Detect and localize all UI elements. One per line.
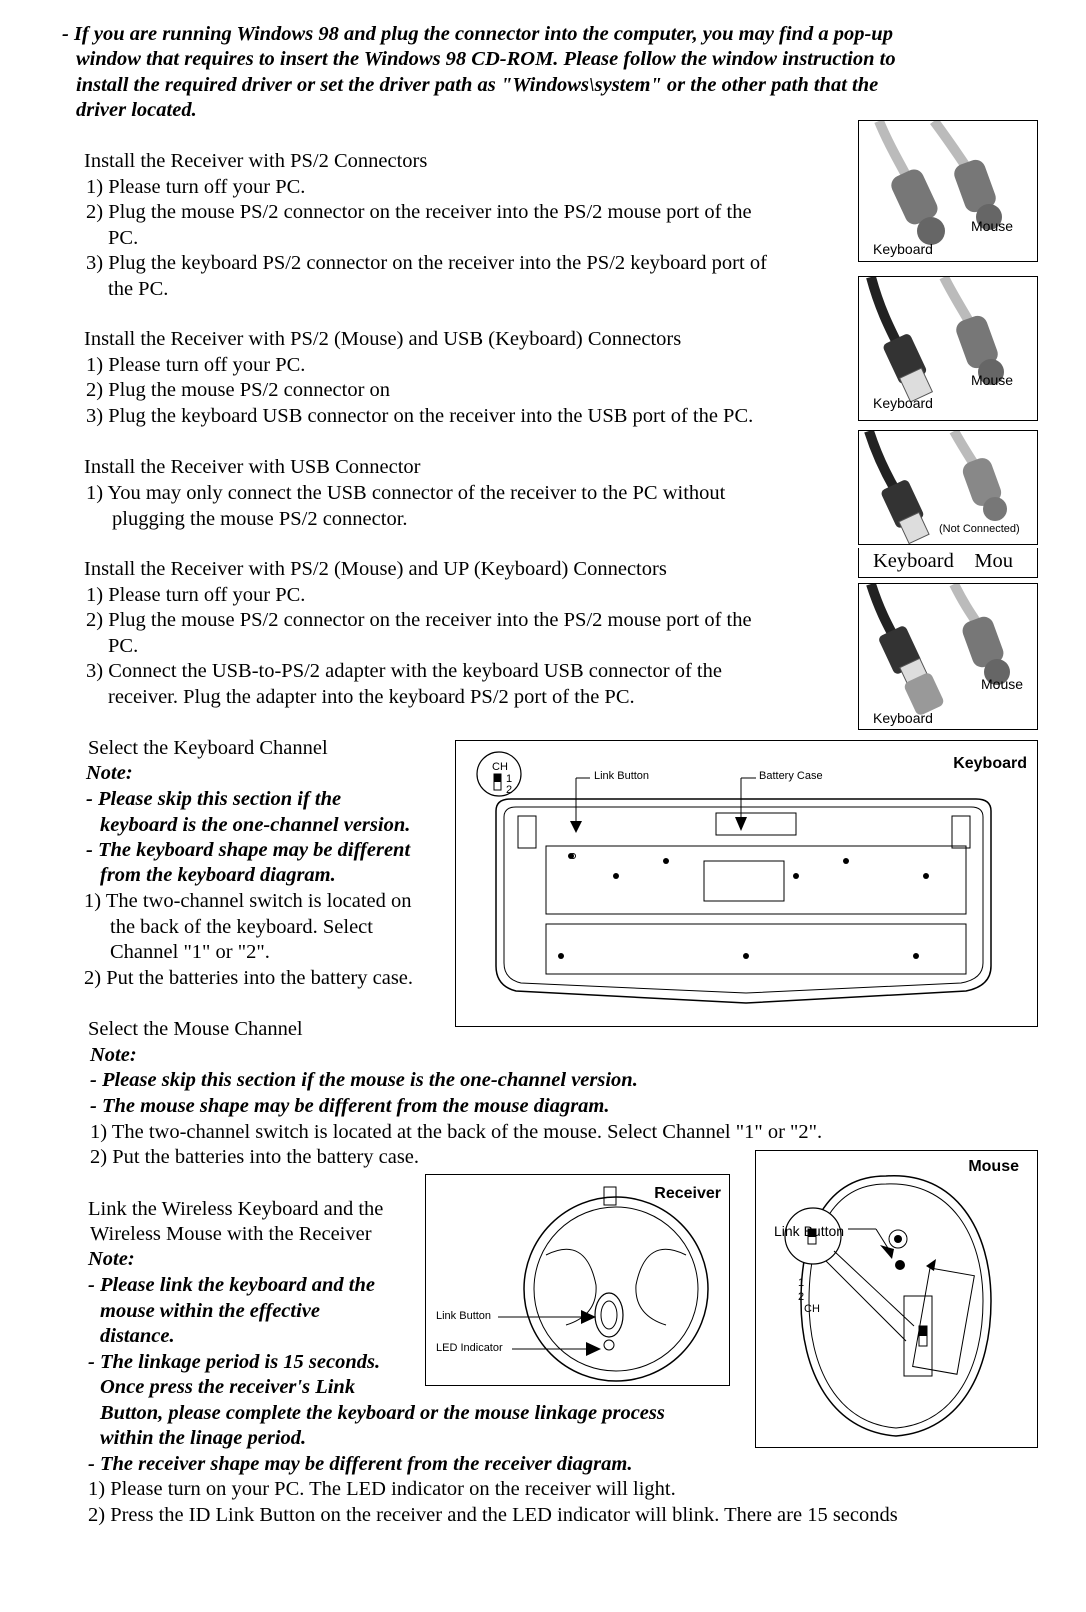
ps2up-title: Install the Receiver with PS/2 (Mouse) and UP (Keyboard) Connectors [84, 558, 667, 580]
link-note: Button, please complete the keyboard or the mouse linkage process [100, 1402, 665, 1424]
mouse-diagram-title: Mouse [968, 1158, 1019, 1175]
ps2up-step: receiver. Plug the adapter into the keyboard PS/2 port of the PC. [108, 686, 635, 708]
link-note: mouse within the effective [100, 1300, 320, 1322]
link-note-label: Note: [88, 1248, 135, 1270]
receiver-link-button-label: Link Button [436, 1310, 492, 1322]
receiver-diagram-title: Receiver [654, 1185, 721, 1202]
intro-line-2: window that requires to insert the Windows 98 CD-ROM. Please follow the window instruction to [76, 48, 896, 70]
photo-usb-ps2-adapter [858, 583, 1038, 730]
mouse-switch-ch-label: CH [804, 1303, 820, 1315]
kbchannel-note: keyboard is the one-channel version. [100, 814, 411, 836]
ps2usb-step: 2) Plug the mouse PS/2 connector on [86, 379, 391, 401]
ps2usb-title: Install the Receiver with PS/2 (Mouse) and USB (Keyboard) Connectors [84, 328, 682, 350]
keyboard-diagram [455, 740, 1038, 1027]
ps2up-step: 2) Plug the mouse PS/2 connector on the receiver into the PS/2 mouse port of the [86, 609, 752, 631]
photo-ps2-connectors [858, 120, 1038, 262]
link-note: - The receiver shape may be different from the receiver diagram. [88, 1453, 633, 1475]
ps2-step: the PC. [108, 278, 169, 300]
kb-switch-ch-label: CH [492, 761, 508, 773]
intro-line-4: driver located. [76, 99, 197, 121]
mousechannel-note-label: Note: [90, 1044, 137, 1066]
kbchannel-note: - The keyboard shape may be different [86, 839, 411, 861]
receiver-led-indicator-label: LED Indicator [436, 1342, 503, 1354]
photo-caption-keyboard-mouse: Keyboard Mou [858, 548, 1038, 578]
ps2-title: Install the Receiver with PS/2 Connectors [84, 150, 428, 172]
kbchannel-note: from the keyboard diagram. [100, 864, 336, 886]
kbchannel-note-label: Note: [86, 762, 133, 784]
usb-step: 1) You may only connect the USB connector of the receiver to the PC without [86, 482, 726, 504]
mouse-switch-one: 1 [798, 1277, 805, 1289]
ps2-step: PC. [108, 227, 139, 249]
ps2up-step: PC. [108, 635, 139, 657]
kbchannel-step: Channel "1" or "2". [110, 941, 270, 963]
link-note: Once press the receiver's Link [100, 1376, 356, 1398]
link-note: within the linage period. [100, 1427, 307, 1449]
photo-label-mouse: Mouse [981, 676, 1024, 692]
kb-battery-case-label: Battery Case [759, 770, 823, 782]
mouse-diagram [755, 1150, 1038, 1448]
keyboard-back-illustration [456, 741, 1038, 1027]
ps2-step: 2) Plug the mouse PS/2 connector on the receiver into the PS/2 mouse port of the [86, 201, 752, 223]
photo-usb-ps2-connectors [858, 276, 1038, 421]
intro-line-1: - If you are running Windows 98 and plug the connector into the computer, you may find a pop-up [62, 23, 893, 45]
mousechannel-title: Select the Mouse Channel [88, 1018, 303, 1040]
link-step: 2) Press the ID Link Button on the receiver and the LED indicator will blink. There are 15 seconds [88, 1504, 898, 1526]
link-title: Link the Wireless Keyboard and the [88, 1198, 384, 1220]
kb-link-button-label: Link Button [594, 770, 650, 782]
ps2up-step: 3) Connect the USB-to-PS/2 adapter with the keyboard USB connector of the [86, 660, 722, 682]
receiver-illustration [426, 1175, 730, 1386]
kb-switch-one: 1 [506, 773, 513, 785]
photo-label-keyboard: Keyboard [873, 710, 933, 726]
intro-line-3: install the required driver or set the driver path as "Windows\system" or the other path that the [76, 74, 879, 96]
kbchannel-note: - Please skip this section if the [86, 788, 342, 810]
photo-label-mouse: Mouse [971, 218, 1014, 234]
keyboard-diagram-title: Keyboard [953, 755, 1027, 772]
kbchannel-step: 1) The two-channel switch is located on [84, 890, 412, 912]
ps2-step: 3) Plug the keyboard PS/2 connector on the receiver into the PS/2 keyboard port of [86, 252, 767, 274]
usb-ps2-adapter-illustration [859, 584, 1038, 730]
link-step: 1) Please turn on your PC. The LED indicator on the receiver will light. [88, 1478, 676, 1500]
photo-label-not-connected: (Not Connected) [939, 523, 1020, 535]
mouse-switch-two: 2 [798, 1291, 805, 1303]
ps2-step: 1) Please turn off your PC. [86, 176, 306, 198]
mouse-link-button-label: Link Button [774, 1223, 845, 1239]
kb-switch-two: 2 [506, 784, 513, 796]
mousechannel-note: - The mouse shape may be different from the mouse diagram. [90, 1095, 610, 1117]
ps2up-step: 1) Please turn off your PC. [86, 584, 306, 606]
usb-title: Install the Receiver with USB Connector [84, 456, 421, 478]
link-note: distance. [100, 1325, 175, 1347]
kbchannel-step: 2) Put the batteries into the battery case. [84, 967, 414, 989]
photo-label-mouse: Mouse [971, 372, 1014, 388]
receiver-diagram [425, 1174, 730, 1386]
mousechannel-note: - Please skip this section if the mouse is the one-channel version. [90, 1069, 638, 1091]
kbchannel-step: the back of the keyboard. Select [110, 916, 373, 938]
ps2usb-step: 1) Please turn off your PC. [86, 354, 306, 376]
photo-usb-connector [858, 430, 1038, 545]
link-note: - The linkage period is 15 seconds. [88, 1351, 381, 1373]
usb-step: plugging the mouse PS/2 connector. [112, 508, 408, 530]
link-title: Wireless Mouse with the Receiver [90, 1223, 372, 1245]
kbchannel-title: Select the Keyboard Channel [88, 737, 328, 759]
ps2usb-step: 3) Plug the keyboard USB connector on the receiver into the USB port of the PC. [86, 405, 754, 427]
link-note: - Please link the keyboard and the [88, 1274, 375, 1296]
mousechannel-step: 2) Put the batteries into the battery case. [90, 1146, 420, 1168]
mousechannel-step: 1) The two-channel switch is located at the back of the mouse. Select Channel "1" or "2". [90, 1121, 823, 1143]
photo-label-keyboard: Keyboard [873, 241, 933, 257]
photo-label-keyboard: Keyboard [873, 395, 933, 411]
